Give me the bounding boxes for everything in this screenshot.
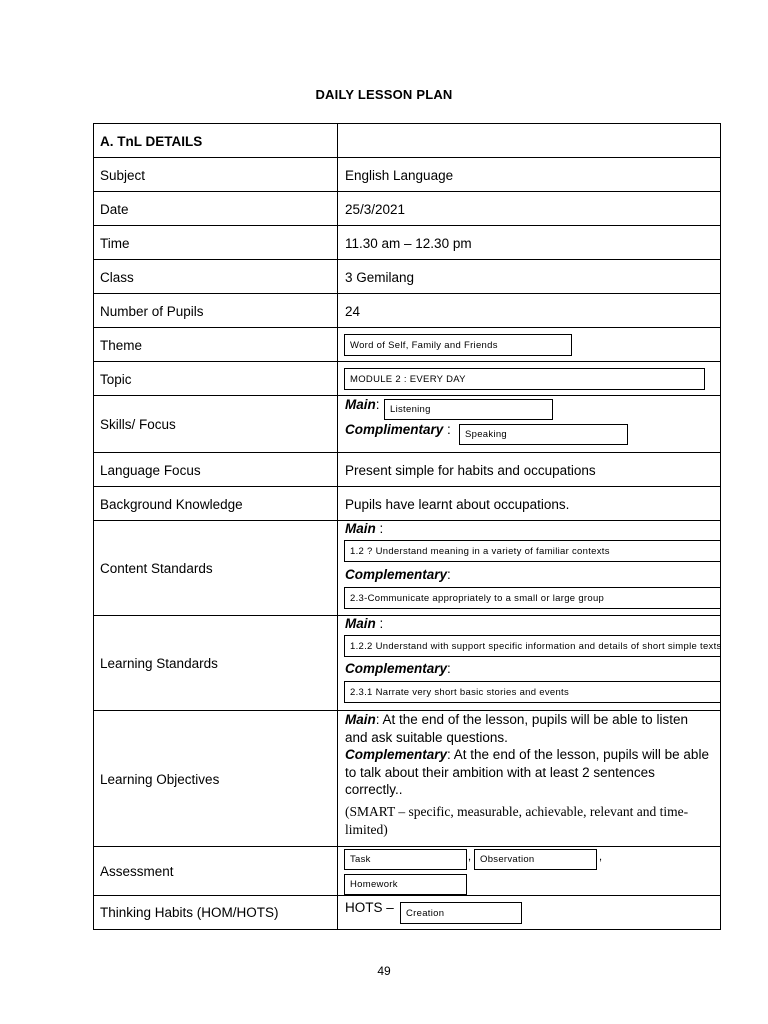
skills-comp-label: Complimentary <box>345 422 444 437</box>
assessment-cell <box>339 847 720 896</box>
topic-label: Topic <box>94 362 338 396</box>
objectives-smart-note: (SMART – specific, measurable, achievable, relevant and time-limited) <box>345 803 689 837</box>
skills-label: Skills/ Focus <box>94 396 338 453</box>
thinking-habits-cell <box>339 896 720 929</box>
learning-main-suffix: : <box>375 616 384 631</box>
content-standards-label: Content Standards <box>94 521 338 616</box>
content-main-heading <box>345 521 383 536</box>
learning-main-label: Main <box>345 616 376 631</box>
learning-standards-cell <box>339 616 720 711</box>
learning-comp-heading <box>345 661 451 676</box>
table-row-learning-standards <box>93 615 721 711</box>
table-row-content-standards <box>93 520 721 616</box>
content-main-label: Main <box>345 521 376 536</box>
learning-main-heading <box>345 616 383 631</box>
table-row-thinking-habits <box>93 895 721 930</box>
assessment-label: Assessment <box>94 847 338 896</box>
time-value: 11.30 am – 12.30 pm <box>345 235 472 251</box>
learning-comp-suffix: : <box>447 661 451 676</box>
skills-main-field[interactable]: Listening <box>384 399 553 420</box>
skills-cell <box>339 396 720 453</box>
objectives-comp-text: : At the end of the lesson, pupils will be able to talk about their ambition with at least 2 sentences correctly.. <box>345 747 709 797</box>
learning-standards-label: Learning Standards <box>94 616 338 711</box>
table-row-language-focus <box>93 452 721 487</box>
thinking-habits-label: Thinking Habits (HOM/HOTS) <box>94 896 338 929</box>
content-comp-field[interactable]: 2.3-Communicate appropriately to a small or large group <box>344 587 721 609</box>
assessment-task-field[interactable]: Task <box>344 849 467 870</box>
table-row-class <box>93 259 721 294</box>
assessment-homework-field[interactable]: Homework <box>344 874 467 895</box>
objectives-text <box>345 711 710 839</box>
table-row-theme <box>93 327 721 362</box>
background-label: Background Knowledge <box>94 487 338 521</box>
pupils-value: 24 <box>345 303 361 319</box>
class-value: 3 Gemilang <box>345 269 415 285</box>
objectives-main-text: : At the end of the lesson, pupils will be able to listen and ask suitable questions. <box>345 712 688 745</box>
skills-comp-suffix: : <box>443 422 451 437</box>
assessment-separator: , <box>468 851 472 863</box>
section-heading-value <box>339 124 720 158</box>
table-row-pupils <box>93 293 721 328</box>
content-standards-cell <box>339 521 720 616</box>
objectives-main-label: Main <box>345 712 376 727</box>
class-label: Class <box>94 260 338 294</box>
theme-cell <box>339 328 720 362</box>
learning-main-field[interactable]: 1.2.2 Understand with support specific information and details of short simple texts <box>344 635 721 657</box>
table-row-topic <box>93 361 721 396</box>
table-row-header <box>93 123 721 158</box>
background-value: Pupils have learnt about occupations. <box>345 496 570 512</box>
theme-label: Theme <box>94 328 338 362</box>
time-label: Time <box>94 226 338 260</box>
language-focus-label: Language Focus <box>94 453 338 487</box>
table-row-skills <box>93 395 721 453</box>
skills-main-heading <box>345 397 380 412</box>
objectives-comp-label: Complementary <box>345 747 448 762</box>
table-row-assessment <box>93 846 721 896</box>
skills-comp-field[interactable]: Speaking <box>459 424 628 445</box>
content-comp-suffix: : <box>447 567 451 582</box>
learning-objectives-cell <box>339 711 720 847</box>
learning-comp-label: Complementary <box>345 661 448 676</box>
subject-label: Subject <box>94 158 338 192</box>
table-row-subject <box>93 157 721 192</box>
table-row-learning-objectives <box>93 710 721 847</box>
skills-main-suffix: : <box>375 397 380 412</box>
section-heading: A. TnL DETAILS <box>94 124 338 158</box>
date-value: 25/3/2021 <box>345 201 406 217</box>
page-title: DAILY LESSON PLAN <box>315 87 453 102</box>
language-focus-value: Present simple for habits and occupations <box>345 462 596 478</box>
table-row-date <box>93 191 721 226</box>
table-row-background <box>93 486 721 521</box>
content-main-field[interactable]: 1.2 ? Understand meaning in a variety of familiar contexts <box>344 540 721 562</box>
pupils-label: Number of Pupils <box>94 294 338 328</box>
content-comp-heading <box>345 567 451 582</box>
content-main-suffix: : <box>375 521 384 536</box>
page-number: 49 <box>377 964 391 978</box>
learning-comp-field[interactable]: 2.3.1 Narrate very short basic stories and events <box>344 681 721 703</box>
skills-main-label: Main <box>345 397 376 412</box>
theme-field[interactable]: Word of Self, Family and Friends <box>344 334 572 356</box>
table-row-time <box>93 225 721 260</box>
learning-objectives-label: Learning Objectives <box>94 711 338 847</box>
content-comp-label: Complementary <box>345 567 448 582</box>
date-label: Date <box>94 192 338 226</box>
hots-prefix: HOTS – <box>345 900 394 915</box>
assessment-separator: , <box>599 851 603 863</box>
skills-comp-heading <box>345 422 451 437</box>
hots-field[interactable]: Creation <box>400 902 522 924</box>
subject-value: English Language <box>345 167 454 183</box>
assessment-observation-field[interactable]: Observation <box>474 849 597 870</box>
topic-field[interactable]: MODULE 2 : EVERY DAY <box>344 368 705 390</box>
topic-cell <box>339 362 720 396</box>
